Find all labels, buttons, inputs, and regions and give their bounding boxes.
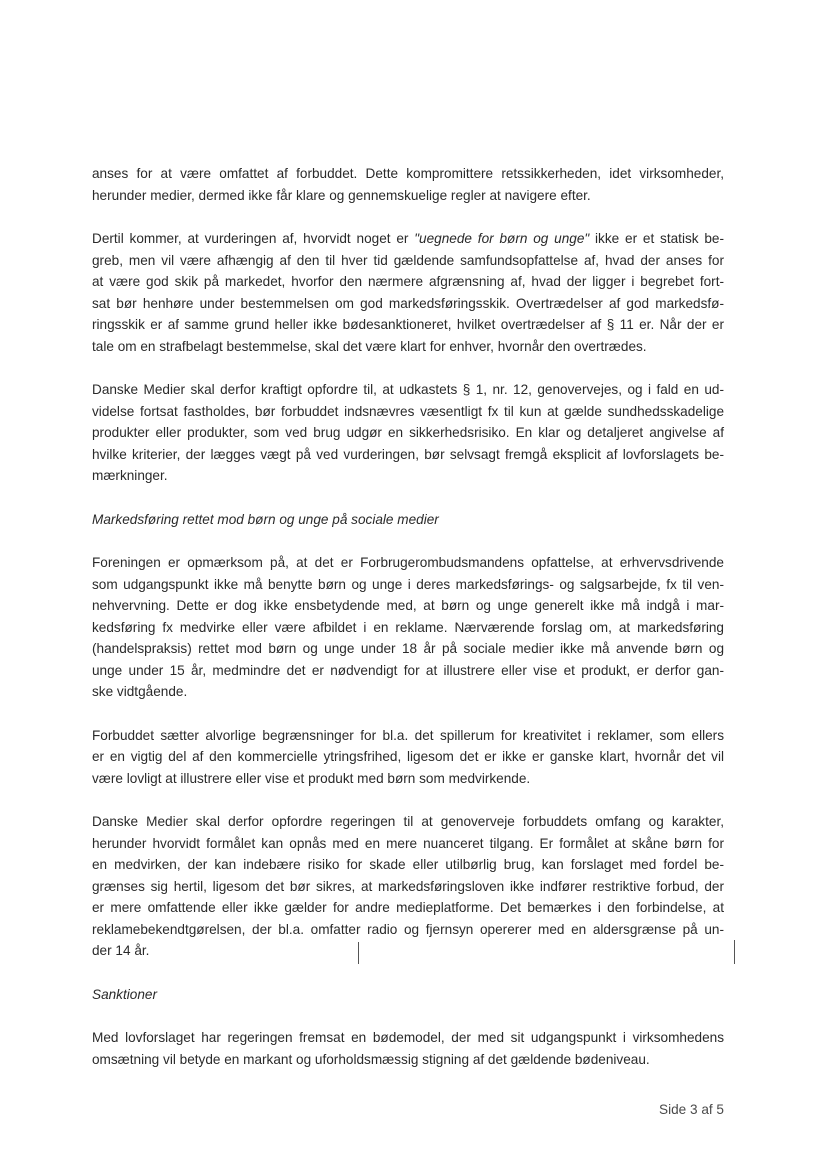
- text-line: kedsføring fx medvirke eller være afbildet i en reklame. Nærværende forslag om, at markedsføring: [92, 619, 724, 635]
- text-line: Forbuddet sætter alvorlige begrænsninger for bl.a. det spillerum for kreativitet i reklamer, som ellers: [92, 727, 724, 743]
- section-heading-social-media: Markedsføring rettet mod børn og unge på sociale medier: [92, 511, 439, 527]
- text-line: tale om en strafbelagt bestemmelse, skal det være klart for enhver, hvornår den overtrædes.: [92, 338, 647, 354]
- paragraph-3: [92, 379, 724, 487]
- text-line: ringsskik er af samme grund heller ikke bødesanktioneret, hvilket overtrædelser af § 11 er. Når der er: [92, 317, 724, 332]
- text-line: er mere omfattende eller ikke gælder for andre medieplatforme. Det bemærkes i den forbindelse, at: [92, 900, 724, 915]
- text-line: greb, men vil være afhængig af den til hver tid gældende samfundsopfattelse af, hvad der anses for: [92, 252, 724, 268]
- text-line: (handelspraksis) rettet mod børn og unge under 18 år på sociale medier ikke må anvende børn og: [92, 641, 724, 656]
- text-line: som udgangspunkt ikke må benytte børn og unge i deres markedsførings- og salgsarbejde, fx til ven-: [92, 576, 724, 592]
- paragraph-7: [92, 1027, 724, 1070]
- text-line: Danske Medier skal derfor opfordre regeringen til at genoverveje forbuddets omfang og karakter,: [92, 814, 724, 829]
- text-line: hvilke kriterier, der lægges vægt på ved vurderingen, bør selvsagt fremgå eksplicit af lovforslagets be-: [92, 446, 724, 462]
- text-line: Med lovforslaget har regeringen fremsat en bødemodel, der med sit udgangspunkt i virksomhedens: [92, 1030, 724, 1045]
- text-line: anses for at være omfattet af forbuddet. Dette kompromittere retssikkerheden, idet virksomheder,: [92, 166, 724, 181]
- text-run: ikke er et statisk be-: [589, 231, 725, 246]
- text-line: sat bør henhøre under bestemmelsen om god markedsføringsskik. Overtrædelser af god markedsfø-: [92, 295, 724, 311]
- text-line: mærkninger.: [92, 468, 168, 483]
- text-line: nehvervning. Dette er dog ikke ensbetydende med, at børn og unge generelt ikke må indgå i mar-: [92, 598, 724, 613]
- text-line: Foreningen er opmærksom på, at det er Forbrugerombudsmandens opfattelse, at erhvervsdrivende: [92, 555, 724, 570]
- text-line: reklamebekendtgørelsen, der bl.a. omfatter radio og fjernsyn opererer med en aldersgrænse på un-: [92, 921, 724, 937]
- text-line: være lovligt at illustrere eller vise et produkt med børn som medvirkende.: [92, 770, 531, 786]
- text-line: produkter eller produkter, som ved brug udgør en sikkerhedsrisiko. En klar og detaljeret angivelse af: [92, 425, 724, 440]
- text-line: omsætning vil betyde en markant og uforholdsmæssig stigning af det gældende bødeniveau.: [92, 1051, 650, 1067]
- scan-mark-right: [734, 940, 735, 964]
- text-line: grænses sig hertil, ligesom det bør sikres, at markedsføringsloven ikke indfører restriktive forbud, der: [92, 878, 724, 894]
- paragraph-2: [92, 228, 724, 357]
- document-body: [92, 163, 724, 1092]
- paragraph-1: [92, 163, 724, 206]
- paragraph-6: [92, 811, 724, 962]
- text-run: Dertil kommer, at vurderingen af, hvorvidt noget er: [92, 231, 415, 246]
- text-line: videlse fortsat fastholdes, bør forbuddet indsnævres væsentligt fx til kun at gælde sundhedsskadelige: [92, 403, 724, 419]
- scan-mark-left: [358, 942, 359, 964]
- text-line: herunder medier, dermed ikke får klare og gennemskuelige regler at navigere efter.: [92, 187, 591, 203]
- text-line: herunder hvorvidt formålet kan opnås med en mere nuanceret tilgang. Er formålet at skåne børn for: [92, 835, 724, 851]
- text-line: at være god skik på markedet, hvorfor den nærmere afgrænsning af, hvad der ligger i begrebet fort-: [92, 274, 724, 289]
- text-line: [92, 228, 724, 250]
- section-heading-sanctions: Sanktioner: [92, 986, 157, 1002]
- text-line: ske vidtgående.: [92, 684, 188, 699]
- page-number: Side 3 af 5: [659, 1102, 724, 1117]
- text-line: er en vigtig del af den kommercielle ytringsfrihed, ligesom det er ikke er ganske klart, hvornår det vil: [92, 749, 724, 764]
- text-line: der 14 år.: [92, 943, 150, 958]
- text-line: Danske Medier skal derfor kraftigt opfordre til, at udkastets § 1, nr. 12, genovervejes, og i fald en ud-: [92, 382, 724, 397]
- paragraph-4: [92, 552, 724, 703]
- text-line: en medvirken, der kan indebære risiko for skade eller utilbørlig brug, kan forslaget med fordel be-: [92, 857, 724, 872]
- text-line: unge under 15 år, medmindre det er nødvendigt for at illustrere eller vise et produkt, er derfor gan-: [92, 662, 724, 678]
- paragraph-5: [92, 725, 724, 790]
- quoted-term: "uegnede for børn og unge": [414, 231, 590, 246]
